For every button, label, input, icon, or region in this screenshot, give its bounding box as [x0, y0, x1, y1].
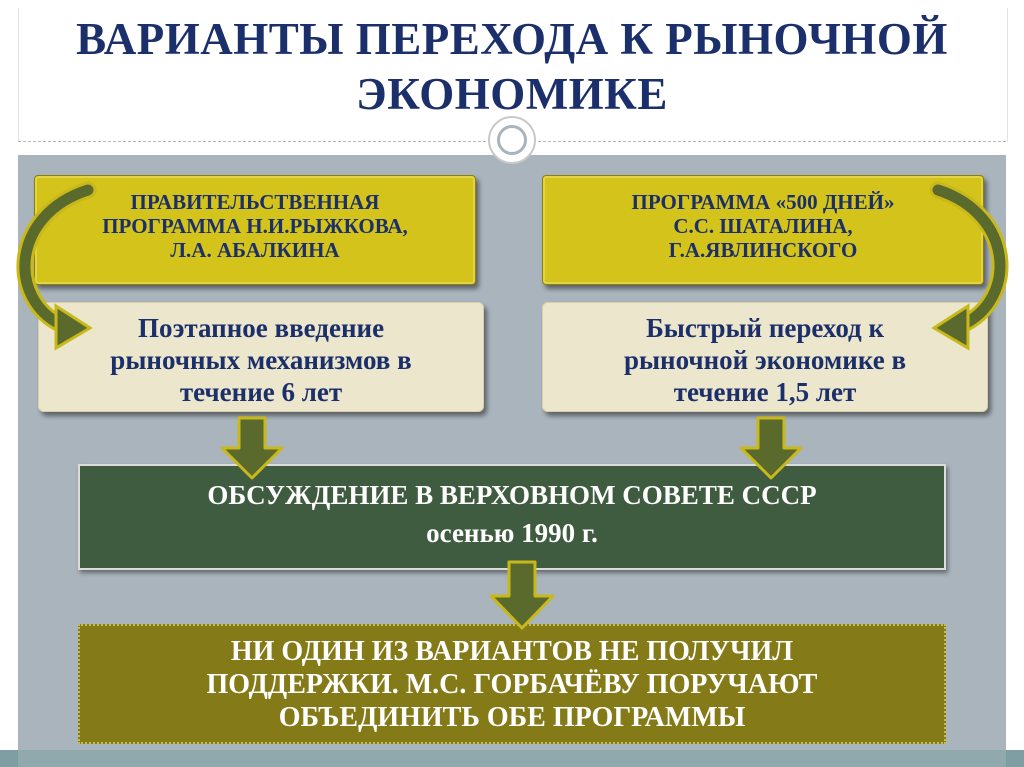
outcome-box — [78, 624, 946, 744]
discussion-line: ОБСУЖДЕНИЕ В ВЕРХОВНОМ СОВЕТЕ СССР — [207, 480, 817, 510]
heading-line: ПРОГРАММА «500 ДНЕЙ» — [631, 190, 895, 214]
heading-line: Л.А. АБАЛКИНА — [170, 238, 340, 262]
heading-line: С.С. ШАТАЛИНА, — [673, 214, 853, 238]
rhyzhkov-program-description — [38, 302, 484, 412]
shatalin-program-heading — [542, 175, 984, 285]
outcome-line: НИ ОДИН ИЗ ВАРИАНТОВ НЕ ПОЛУЧИЛ — [230, 636, 794, 667]
description-line: Быстрый переход к — [645, 313, 885, 343]
slide-title — [0, 12, 1024, 122]
slide-title-line: ВАРИАНТЫ ПЕРЕХОДА К РЫНОЧНОЙ — [76, 14, 948, 64]
bottom-strip-inner — [18, 750, 1006, 767]
description-line: рыночных механизмов в — [110, 345, 412, 375]
heading-line: ПРАВИТЕЛЬСТВЕННАЯ — [130, 190, 380, 214]
description-line: рыночной экономике в — [623, 345, 907, 375]
description-line: течение 1,5 лет — [673, 377, 857, 407]
slide-title-line: ЭКОНОМИКЕ — [356, 69, 668, 119]
outcome-line: ОБЪЕДИНИТЬ ОБЕ ПРОГРАММЫ — [278, 702, 746, 733]
description-line: Поэтапное введение — [137, 313, 385, 343]
circle-ornament-icon — [488, 116, 536, 164]
outcome-line: ПОДДЕРЖКИ. М.С. ГОРБАЧЁВУ ПОРУЧАЮТ — [206, 669, 818, 700]
rhyzhkov-program-heading — [34, 175, 476, 285]
shatalin-program-description — [542, 302, 988, 412]
supreme-soviet-discussion-box — [78, 464, 946, 570]
heading-line: ПРОГРАММА Н.И.РЫЖКОВА, — [102, 214, 408, 238]
heading-line: Г.А.ЯВЛИНСКОГО — [668, 238, 858, 262]
description-line: течение 6 лет — [179, 377, 343, 407]
discussion-line: осенью 1990 г. — [426, 518, 598, 548]
